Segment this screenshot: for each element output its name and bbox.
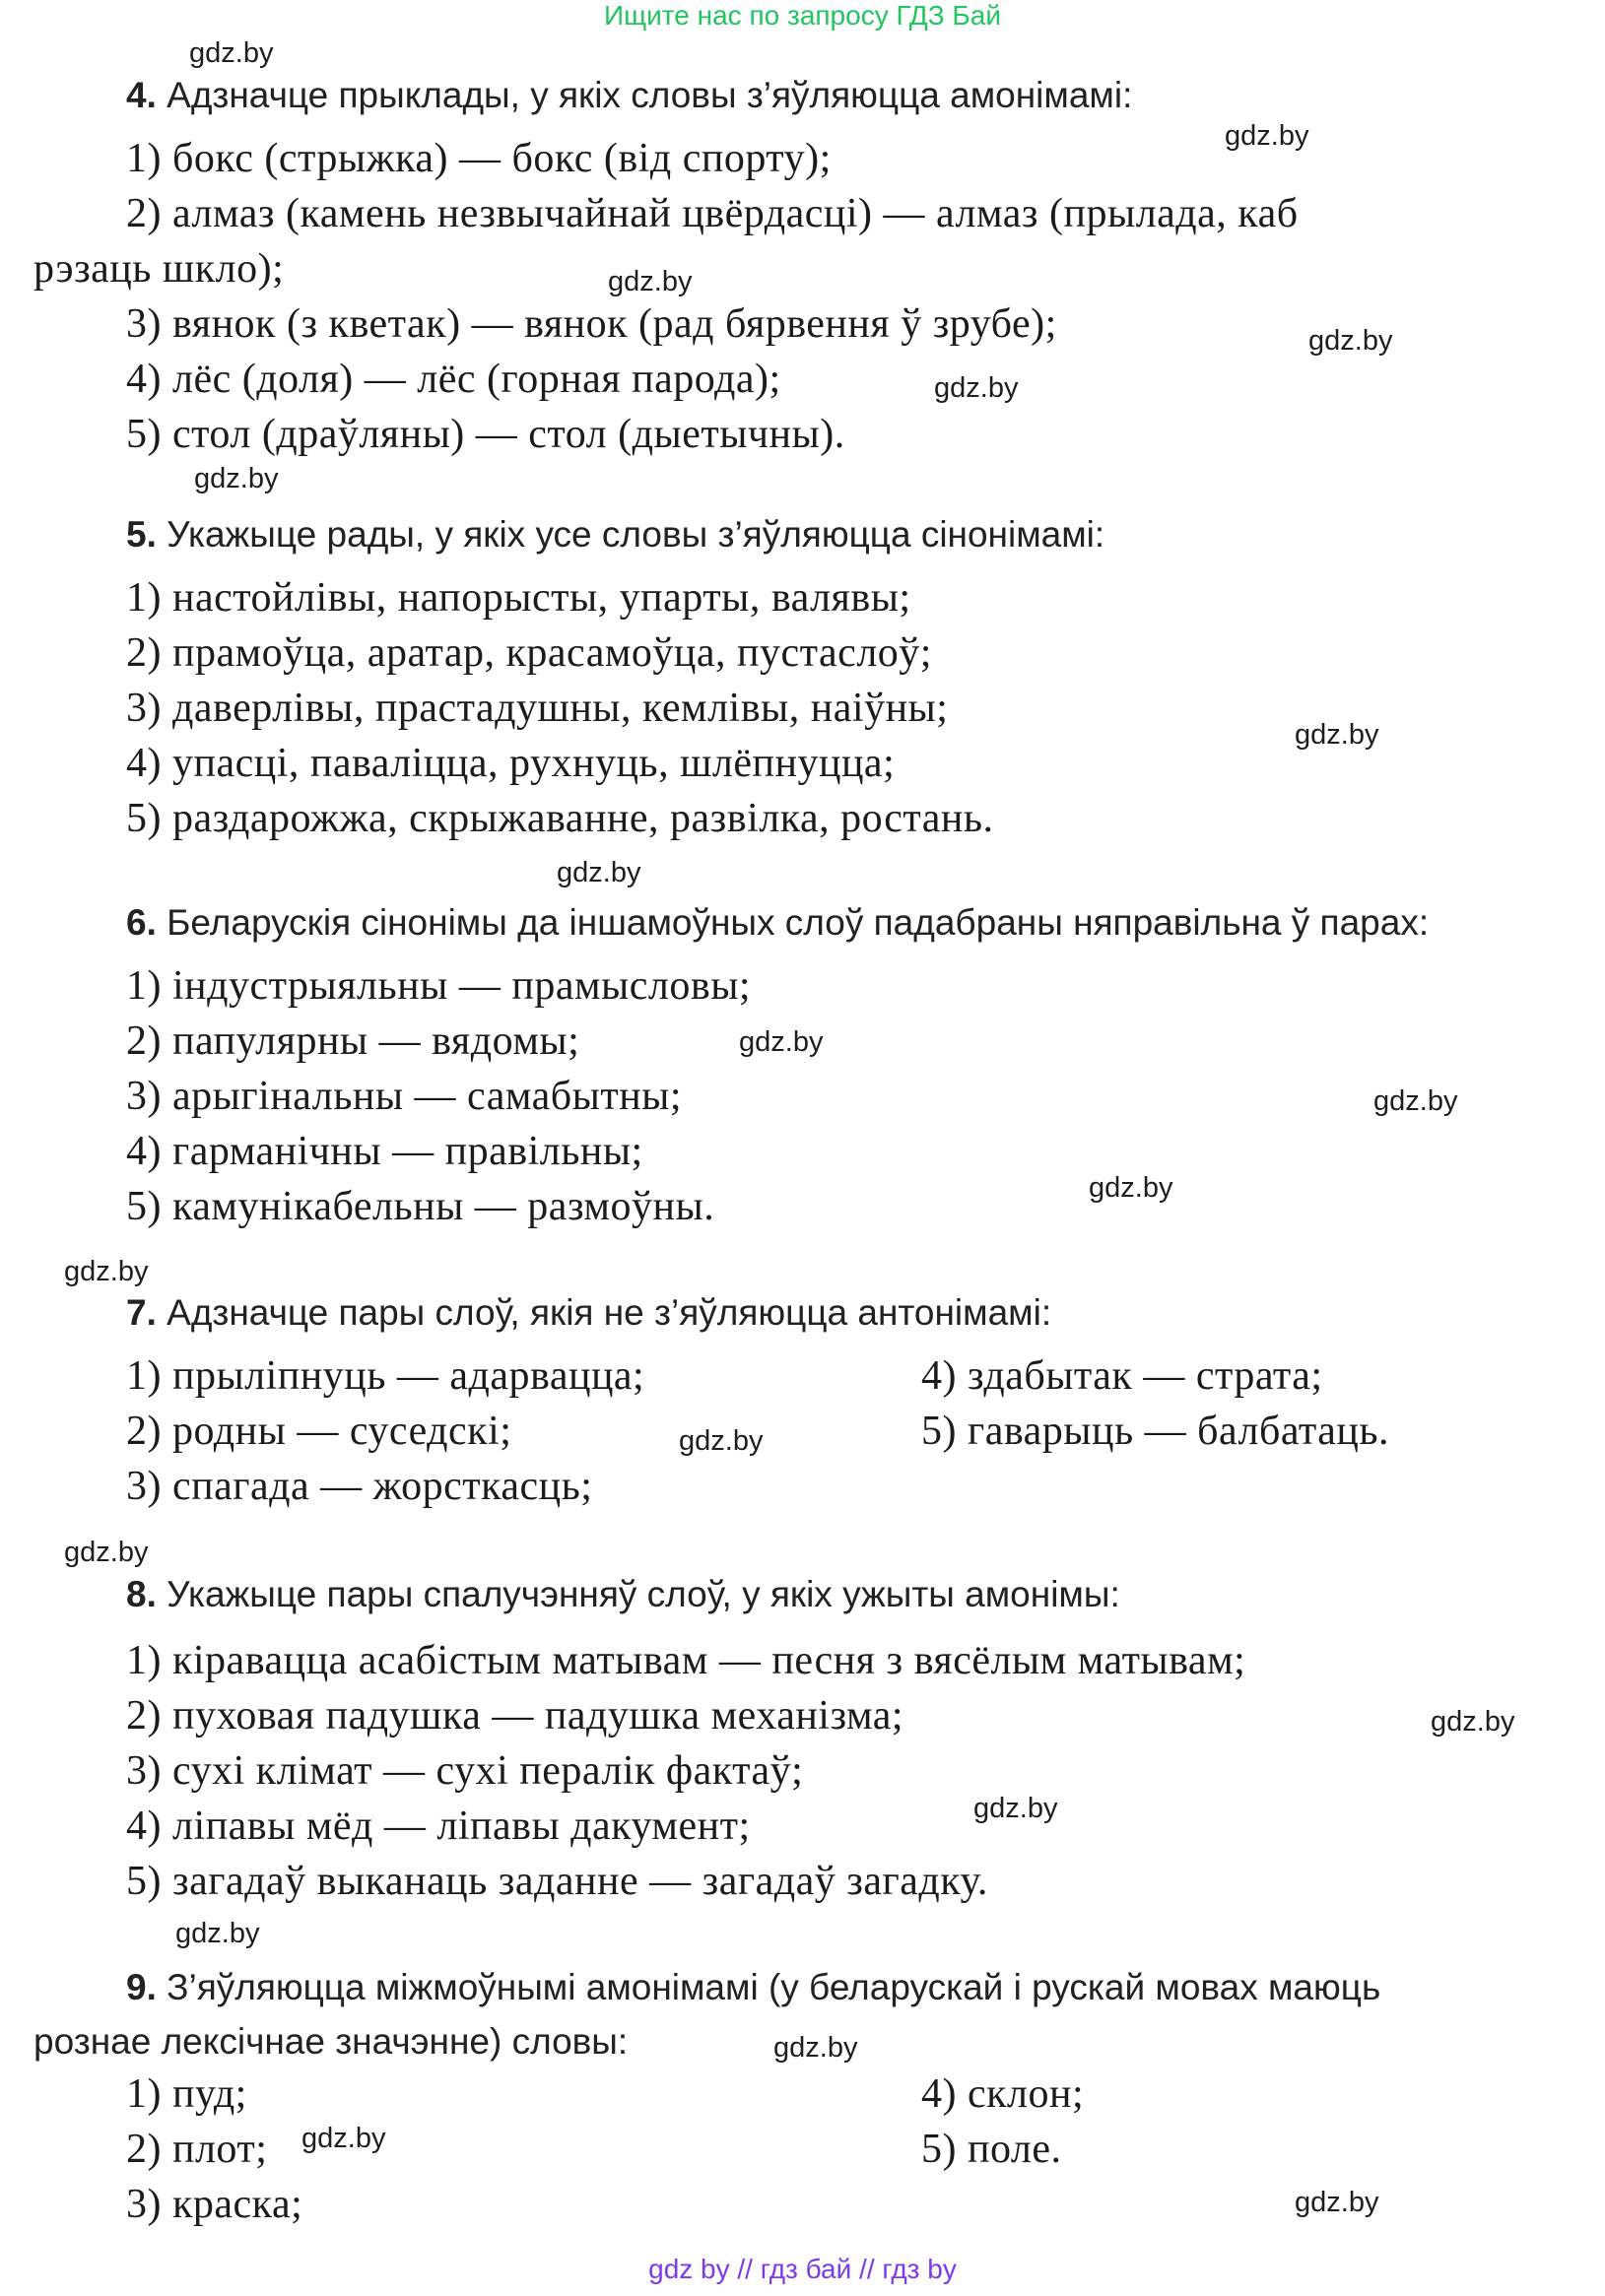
question-5 xyxy=(126,514,1104,556)
question-number: 6. xyxy=(126,902,157,943)
option-6-1: 1) індустрыяльны — прамысловы; xyxy=(126,963,752,1009)
watermark: gdz.by xyxy=(1373,1085,1458,1117)
option-9-5: 5) поле. xyxy=(921,2127,1062,2172)
watermark: gdz.by xyxy=(1089,1172,1173,1204)
option-8-3: 3) сухі клімат — сухі пералік фактаў; xyxy=(126,1748,804,1794)
option-9-3: 3) краска; xyxy=(126,2182,303,2227)
option-5-3: 3) даверлівы, прастадушны, кемлівы, наіўны; xyxy=(126,686,949,731)
option-8-4: 4) ліпавы мёд — ліпавы дакумент; xyxy=(126,1804,751,1849)
option-5-1: 1) настойлівы, напорысты, упарты, валявы; xyxy=(126,575,911,621)
option-6-4: 4) гарманічны — правільны; xyxy=(126,1129,643,1174)
option-4-3: 3) вянок (з кветак) — вянок (рад бярвення ў зрубе); xyxy=(126,301,1057,347)
option-5-2: 2) прамоўца, аратар, красамоўца, пустаслоў; xyxy=(126,630,932,676)
watermark: gdz.by xyxy=(189,37,274,69)
option-7-5: 5) гаварыць — балбатаць. xyxy=(921,1409,1390,1454)
question-text: З’яўляюцца міжмоўнымі амонімамі (у беларускай і рускай мовах маюць xyxy=(167,1967,1381,2007)
question-text: Адзначце прыклады, у якіх словы з’яўляюцца амонімамі: xyxy=(167,75,1133,115)
option-8-1: 1) кіравацца асабістым матывам — песня з вясёлым матывам; xyxy=(126,1638,1246,1683)
question-8 xyxy=(126,1574,1120,1615)
option-6-2: 2) папулярны — вядомы; xyxy=(126,1018,580,1064)
option-4-2: 2) алмаз (камень незвычайнай цвёрдасці) — алмаз (прылада, каб xyxy=(126,191,1299,236)
question-number: 8. xyxy=(126,1574,157,1614)
option-7-2: 2) родны — суседскі; xyxy=(126,1409,512,1454)
watermark: gdz.by xyxy=(64,1256,149,1287)
question-9 xyxy=(126,1967,1380,2008)
watermark: gdz.by xyxy=(64,1537,149,1568)
option-7-3: 3) спагада — жорсткасць; xyxy=(126,1464,593,1509)
question-number: 4. xyxy=(126,75,157,115)
question-number: 9. xyxy=(126,1967,157,2007)
watermark: gdz.by xyxy=(1308,325,1393,357)
watermark: gdz.by xyxy=(557,857,641,888)
option-9-1: 1) пуд; xyxy=(126,2071,247,2117)
watermark: gdz.by xyxy=(739,1026,824,1058)
question-text: Укажыце пары спалучэнняў слоў, у якіх ужыты амонімы: xyxy=(167,1574,1120,1614)
footer-links[interactable]: gdz by // гдз бай // гдз by xyxy=(648,2254,957,2284)
option-4-1: 1) бокс (стрыжка) — бокс (від спорту); xyxy=(126,136,832,181)
top-banner[interactable]: Ищите нас по запросу ГДЗ Бай xyxy=(603,0,1002,31)
watermark: gdz.by xyxy=(973,1793,1058,1824)
question-text: Укажыце рады, у якіх усе словы з’яўляюцца сінонімамі: xyxy=(167,514,1105,555)
watermark: gdz.by xyxy=(1295,719,1379,751)
option-9-2: 2) плот; xyxy=(126,2127,268,2172)
question-7 xyxy=(126,1292,1051,1334)
option-4-5: 5) стол (драўляны) — стол (дыетычны). xyxy=(126,412,845,457)
watermark: gdz.by xyxy=(194,463,279,494)
watermark: gdz.by xyxy=(301,2123,386,2154)
watermark: gdz.by xyxy=(773,2032,858,2064)
watermark: gdz.by xyxy=(1295,2187,1379,2218)
watermark: gdz.by xyxy=(608,266,693,297)
question-6 xyxy=(126,902,1429,944)
option-8-5: 5) загадаў выканаць заданне — загадаў загадку. xyxy=(126,1859,988,1904)
question-text: Адзначце пары слоў, якія не з’яўляюцца антонімамі: xyxy=(167,1292,1052,1333)
watermark: gdz.by xyxy=(175,1918,260,1949)
option-4-4: 4) лёс (доля) — лёс (горная парода); xyxy=(126,357,781,402)
option-5-4: 4) упасці, паваліцца, рухнуць, шлёпнуцца; xyxy=(126,741,896,786)
option-4-2-cont: рэзаць шкло); xyxy=(33,246,285,292)
question-9-cont: рознае лексічнае значэнне) словы: xyxy=(33,2021,629,2062)
question-text: Беларускія сінонімы да іншамоўных слоў падабраны няправільна ў парах: xyxy=(167,902,1430,943)
option-6-5: 5) камунікабельны — размоўны. xyxy=(126,1184,715,1229)
watermark: gdz.by xyxy=(679,1425,764,1457)
watermark: gdz.by xyxy=(1431,1706,1515,1738)
question-4 xyxy=(126,75,1132,116)
watermark: gdz.by xyxy=(934,372,1019,404)
option-5-5: 5) раздарожжа, скрыжаванне, развілка, ростань. xyxy=(126,796,994,841)
watermark: gdz.by xyxy=(1225,120,1309,152)
option-9-4: 4) склон; xyxy=(921,2071,1085,2117)
question-number: 7. xyxy=(126,1292,157,1333)
option-8-2: 2) пуховая падушка — падушка механізма; xyxy=(126,1693,904,1738)
option-7-4: 4) здабытак — страта; xyxy=(921,1353,1323,1399)
option-6-3: 3) арыгінальны — самабытны; xyxy=(126,1074,683,1119)
option-7-1: 1) прыліпнуць — адарвацца; xyxy=(126,1353,645,1399)
question-number: 5. xyxy=(126,514,157,555)
